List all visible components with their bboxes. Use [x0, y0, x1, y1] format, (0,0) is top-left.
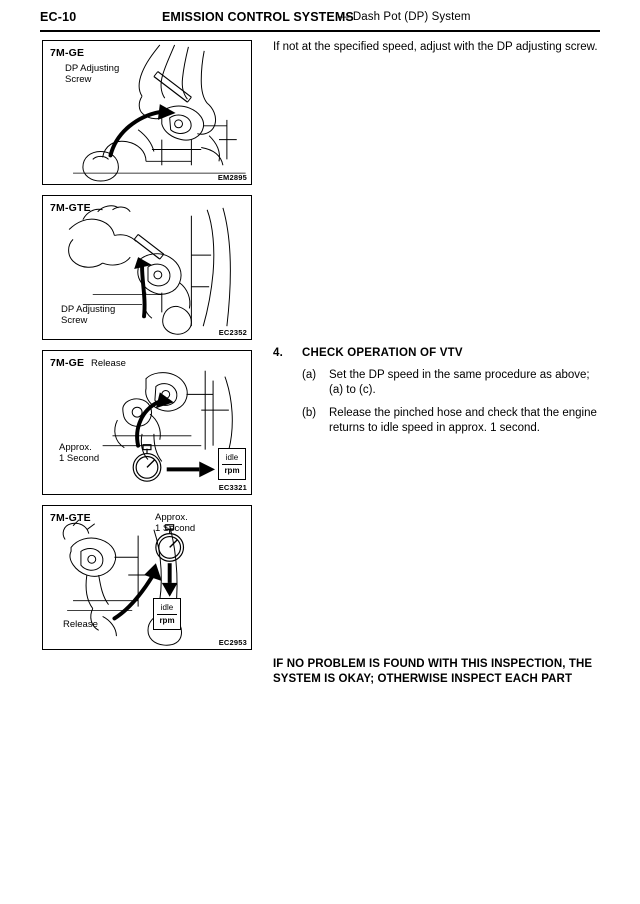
figure-2	[42, 195, 252, 340]
figure-3	[42, 350, 252, 495]
figure-4-gauge-divider	[157, 614, 178, 615]
step-item-b-text: Release the pinched hose and check that the engine returns to idle speed in approx. 1 second.	[329, 407, 597, 434]
figure-3-code: EC3321	[218, 483, 247, 492]
figure-3-label: 7M-GE	[50, 357, 85, 369]
step-heading	[273, 347, 603, 359]
figure-4-gauge-line1: idle	[160, 603, 174, 612]
step-item-b	[273, 406, 603, 435]
figure-3-gauge	[218, 448, 246, 480]
step-title: CHECK OPERATION OF VTV	[302, 347, 463, 359]
header-subtitle: — Dash Pot (DP) System	[338, 11, 471, 23]
figure-1-code: EM2895	[217, 173, 247, 182]
step-item-a-text: Set the DP speed in the same procedure as above; (a) to (c).	[329, 369, 590, 396]
step-item-a	[273, 368, 603, 397]
figure-4-label: 7M-GTE	[50, 512, 91, 524]
figure-2-code: EC2352	[218, 328, 247, 337]
step-item-a-mark: (a)	[302, 369, 317, 381]
figure-4	[42, 505, 252, 650]
figure-3-note-second: 1 Second	[59, 453, 100, 464]
figure-3-gauge-line2: rpm	[224, 466, 240, 475]
figure-2-note-2: Screw	[61, 315, 88, 326]
figure-4-note-second: 1 Second	[155, 523, 196, 534]
page-number: EC-10	[40, 10, 77, 24]
figure-4-code: EC2953	[218, 638, 247, 647]
figure-4-note-approx: Approx.	[155, 512, 188, 523]
step-item-b-mark: (b)	[302, 407, 317, 419]
figure-3-note-release: Release	[91, 358, 126, 369]
figure-1	[42, 40, 252, 185]
figure-4-note-release: Release	[63, 619, 98, 630]
figure-3-gauge-divider	[222, 464, 243, 465]
figure-3-gauge-line1: idle	[225, 453, 239, 462]
step-block	[273, 347, 603, 444]
figure-4-gauge	[153, 598, 181, 630]
figure-4-gauge-line2: rpm	[159, 616, 175, 625]
step-number: 4.	[273, 347, 283, 359]
closing-statement: IF NO PROBLEM IS FOUND WITH THIS INSPECTION, THE SYSTEM IS OKAY; OTHERWISE INSPECT EACH PART	[273, 658, 593, 685]
figure-1-note-1: DP Adjusting	[65, 63, 120, 74]
figure-1-label: 7M-GE	[50, 47, 85, 59]
page-header	[40, 8, 600, 32]
header-title: EMISSION CONTROL SYSTEMS	[162, 10, 354, 24]
figure-2-note-1: DP Adjusting	[61, 304, 116, 315]
figure-1-note-2: Screw	[65, 74, 92, 85]
header-divider	[40, 30, 600, 32]
figure-3-note-approx: Approx.	[59, 442, 92, 453]
intro-paragraph: If not at the specified speed, adjust with the DP adjusting screw.	[273, 41, 598, 53]
figure-2-label: 7M-GTE	[50, 202, 91, 214]
body-intro-block	[273, 40, 600, 61]
